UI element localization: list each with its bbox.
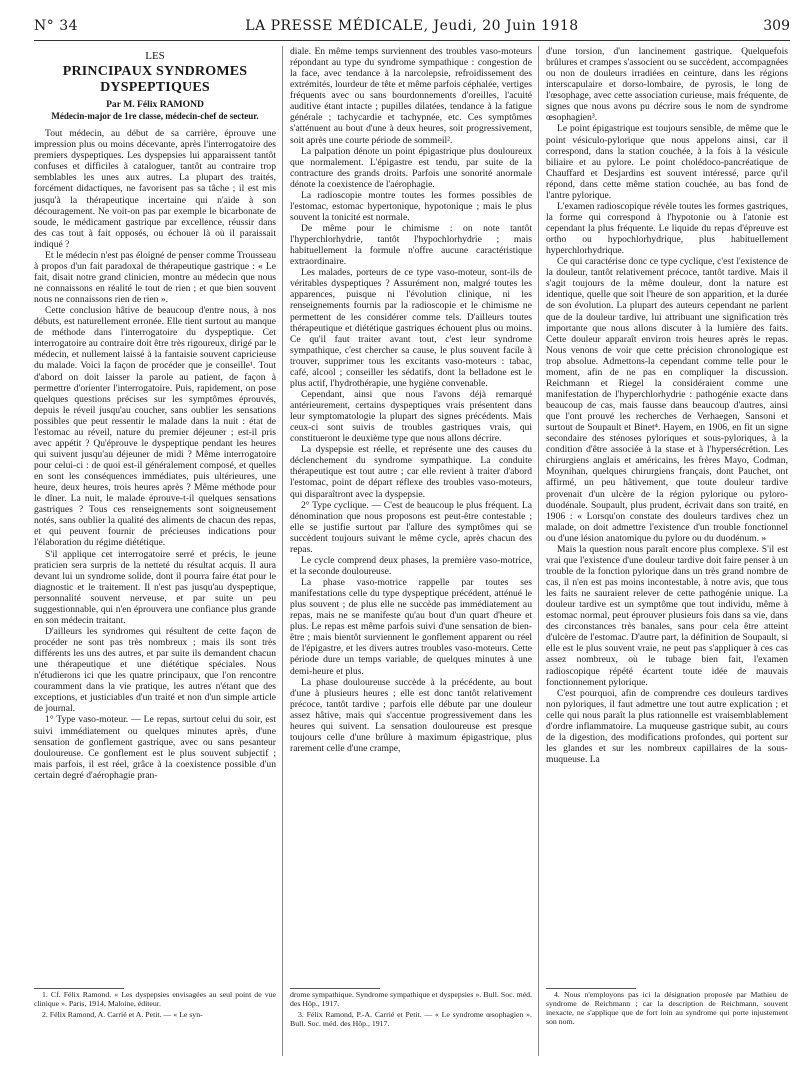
header-rule <box>34 40 790 41</box>
paragraph: Les malades, porteurs de ce type vaso-moteur, sont-ils de véritables dyspeptiques ? Assurément non, malgré toutes les apparences, puisque ni l'évolution clinique, ni les renseignements fournis par la radioscopie et le chimisme ne permettent de les considérer comme tels. D'ailleurs toutes thérapeutique et diététique gastriques échouent plus ou moins. Ce qu'il faut traiter avant tout, c'est leur syndrome sympathique, c'est chercher sa cause, le plus souvent facile à trouver, supprimer tous les excitants vaso-moteurs : tabac, café, alcool ; conseiller les sédatifs, dont la belladone est le plus actif, l'hydrothérapie, une hygiène convenable. <box>290 267 532 389</box>
paragraph: La phase douloureuse succède à la précédente, au bout d'une à plusieurs heures ; elle est donc tantôt relativement précoce, tantôt tardive ; parfois elle débute par une douleur assez hâtive, mais qui s'accentue progressivement dans les heures qui suivent. La sensation douloureuse est presque toujours celle d'une brûlure à maximum épigastrique, plus rarement celle d'une crampe, <box>290 676 532 754</box>
paragraph: D'ailleurs les syndromes qui résultent de cette façon de procéder ne sont pas très nombreux ; mais ils sont très différents les uns des autres, et par suite ils demandent chacun une thérapeutique et une diététique spéciales. Nous n'étudierons ici que les quatre principaux, que l'on rencontre couramment dans la vie pratique, les autres n'étant que des exceptions, et justiciables d'un traité et non d'un simple article de journal. <box>34 625 276 715</box>
paragraph: De même pour le chimisme : on note tantôt l'hyperchlorhydrie, tantôt l'hypochlorhydrie ; mais habituellement la formule n'offre aucune caractéristique extraordinaire. <box>290 223 532 268</box>
article-kicker: LES <box>145 50 165 62</box>
article-title: PRINCIPAUX SYNDROMES DYSPEPTIQUES <box>62 64 248 95</box>
footnotes-column-3 <box>546 990 788 1070</box>
paragraph: 2° Type cyclique. — C'est de beaucoup le plus fréquent. La dénomination que nous proposons est peut-être contestable ; elle se justifie surtout par l'allure des symptômes qui se succèdent toujours suivant le même cycle, après chacun des repas. <box>290 499 532 555</box>
paragraph: Le cycle comprend deux phases, la première vaso-motrice, et la seconde douloureuse. <box>290 554 532 577</box>
paragraph: La radioscopie montre toutes les formes possibles de l'estomac, estomac hypertonique, hypotonique ; mais le plus souvent la tonicité est normale. <box>290 189 532 223</box>
paragraph: Ce qui caractérise donc ce type cyclique, c'est l'existence de la douleur, tantôt relativement précoce, tantôt tardive. Mais il s'agit toujours de la même douleur, dont la nature est identique, quelle que soit l'heure de son apparition, et la durée de son évolution. La plupart des auteurs cependant ne parlent que de la douleur tardive, lui attribuant une signification très importante que nous allons discuter à la lumière des faits. Cette douleur apparaît environ trois heures après le repas. Nous venons de voir que cette précision chronologique est trop absolue. Admettons-la cependant comme telle pour le moment, afin de ne pas en compliquer la discussion. Reichmann et Riegel la considéraient comme une manifestation de l'hyperchlorhydrie : pathogénie exacte dans beaucoup de cas, mais fausse dans beaucoup d'autres, ainsi que l'ont prouvé les recherches de Verhaegen, Sansoni et surtout de Soupault et Binet⁴. Hayem, en 1906, en fit un signe secondaire des sténoses pyloriques et sous-pyloriques, à la condition d'être associée à la stase et à l'hypersécrétion. Les chirurgiens anglais et américains, les frères Mayo, Codman, Moynihan, quelques chirurgiens français, dont Pauchet, ont affirmé, un peu hâtivement, que toute douleur tardive provenait d'un ulcère de la région pylorique ou pyloro-duodénale. Soupault, plus prudent, écrivait dans son traité, en 1906 : « Lorsqu'on constate des douleurs tardives chez un malade, on doit admettre l'existence d'un trouble fonctionnel ou d'une lésion anatomique du pylore ou du duodénum. » <box>546 256 788 544</box>
paragraph: 1° Type vaso-moteur. — Le repas, surtout celui du soir, est suivi immédiatement ou quelques minutes après, d'une sensation de gonflement gastrique, avec ou sans pesanteur douloureuse. Ce gonflement est le plus souvent subjectif ; mais parfois, il est réel, grâce à la coexistence possible d'un certain degré d'aérophagie pran- <box>34 714 276 781</box>
text-column-1 <box>34 46 276 986</box>
author-role: Médecin-major de 1re classe, médecin-chef de secteur. <box>51 111 259 122</box>
page-number: 309 <box>763 18 790 34</box>
paragraph: La dyspepsie est réelle, et représente une des causes du déclenchement du syndrome sympathique. La conduite thérapeutique est tout autre ; car elle revient à traiter d'abord l'estomac, point de départ réflexe des troubles vaso-moteurs, qui disparaîtront avec la dyspepsie. <box>290 444 532 500</box>
article-heading <box>34 50 276 122</box>
footnote: drome sympathique. Syndrome sympathique et dyspepsies ». Bull. Soc. méd. des Hôp., 1917. <box>290 990 532 1008</box>
paragraph: Et le médecin n'est pas éloigné de penser comme Trousseau à propos d'un fait paradoxal de thérapeutique gastrique : « Le fait, disait notre grand clinicien, montre au médecin que nous ne connaissons en réalité le tout de rien ; et que bien souvent nous ne connaissons rien de rien ». <box>34 249 276 306</box>
paragraph: Cette conclusion hâtive de beaucoup d'entre nous, à nos débuts, est naturellement erronée. Elle tient surtout au manque de méthode dans l'interrogatoire du dyspeptique. Cet interrogatoire au contraire doit être très rigoureux, dirigé par le médecin, et nullement laissé à la fantaisie souvent capricieuse du malade. Voici la façon de procéder que je conseille¹. Tout d'abord on doit laisser la parole au patient, de façon à permettre d'orienter l'interrogatoire. Puis, rapidement, on pose quelques questions précises sur les symptômes éprouvés, depuis le réveil jusqu'au coucher, sans oublier les sensations possibles que peut ressentir le malade dans la nuit : état de l'estomac au réveil, nature du premier déjeuner ; est-il pris avec appétit ? Qu'éprouve le dyspeptique pendant les heures qui suivent jusqu'au déjeuner de midi ? Même interrogatoire pour celui-ci : de quoi est-il généralement composé, et quelles en sont les conséquences immédiates, puis ultérieures, une heure, deux heures, trois heures après ? Même méthode pour le dîner. La nuit, le malade éprouve-t-il quelques sensations gastriques ? Tous ces renseignements sont soigneusement notés, sans oublier la qualité des aliments de chacun des repas, et qui peuvent fournir de précieuses indications pour l'élaboration du régime diététique. <box>34 305 276 549</box>
footnote-rule <box>34 988 124 989</box>
paragraph: diale. En même temps surviennent des troubles vaso-moteurs répondant au type du syndrome sympathique : congestion de la face, avec tendance à la narcolepsie, refroidissement des extrémités, lourdeur de tête et même parfois céphalée, vertiges fréquents avec ou sans bourdonnements d'oreilles, l'acuité auditive étant intacte ; pupilles dilatées, tendance à la fatigue générale ; tachycardie et tachypnée, etc. Ces symptômes s'atténuent au bout d'une à deux heures, soit progressivement, soit après une courte période de sommeil². <box>290 46 532 146</box>
footnotes-column-1 <box>34 990 276 1070</box>
paragraph: Cependant, ainsi que nous l'avons déjà remarqué antérieurement, certains dyspeptiques vrais présentent dans leur symptomatologie la plupart des signes précédents. Mais ceux-ci sont suivis de troubles gastriques vrais, qui constitueront le deuxième type que nous allons décrire. <box>290 388 532 445</box>
footnote: 4. Nous n'employons pas ici la désignation proposée par Mathieu de syndrome de Reichmann ; car la description de Reichmann, souvent inexacte, ne s'applique que de fort loin au syndrome qui porte injustement son nom. <box>546 990 788 1026</box>
footnote: 3. Félix Ramond, P.-A. Carrié et Petit. — « Le syndrome œsophagien ». Bull. Soc. méd. des Hôp., 1917. <box>290 1010 532 1028</box>
paragraph: Le point épigastrique est toujours sensible, de même que le point vésiculo-pylorique que nous appelons ainsi, car il correspond, dans la station couchée, à la fois à la vésicule biliaire et au pylore. Le point cholédoco-pancréatique de Chauffard et Desjardins est souvent intéressé, parce qu'il répond, dans cette même station couchée, au bas fond de l'antre pylorique. <box>546 123 788 201</box>
paragraph: d'une torsion, d'un lancinement gastrique. Quelquefois brûlures et crampes s'associent ou se succèdent, accompagnées ou non de douleurs irradiées en ceinture, dans les régions interscapulaire et dorso-lombaire, de pyrosis, le long de l'œsophage, avec cette association curieuse, mais fréquente, de signes que nous avons pu décrire sous le nom de syndrome œsophagien³. <box>546 46 788 124</box>
paragraph: La phase vaso-motrice rappelle par toutes ses manifestations celle du type dyspeptique précédent, atténué le plus souvent ; de plus elle ne succède pas immédiatement au repas, mais ne se manifeste qu'au bout d'un quart d'heure et plus. Le repas est même parfois suivi d'une sensation de bien-être ; mais bientôt surviennent le gonflement apparent ou réel de l'épigastre, et les divers autres troubles vaso-moteurs. Cette période dure un temps variable, de quelques minutes à une demi-heure et plus. <box>290 577 532 677</box>
footnote-rule <box>290 988 380 989</box>
paragraph: L'examen radioscopique révèle toutes les formes gastriques, la forme qui correspond à l'hypotonie ou à l'atonie est cependant la plus fréquente. Le liquide du repas d'épreuve est ortho ou hypochlorhydrique, plus habituellement hyperchlorhydrique. <box>546 200 788 257</box>
column-divider <box>538 46 539 1056</box>
text-column-2 <box>290 46 532 986</box>
footnote: 2. Félix Ramond, A. Carrié et A. Petit. — « Le syn- <box>42 1010 203 1019</box>
issue-number: N° 34 <box>34 18 79 34</box>
footnotes-column-2 <box>290 990 532 1070</box>
footnote-rule <box>546 988 636 989</box>
paragraph: C'est pourquoi, afin de comprendre ces douleurs tardives non pyloriques, il faut admettre une tout autre explication ; et celle qui nous paraît la plus rationnelle est vraisemblablement d'ordre inflammatoire. La muqueuse gastrique subit, au cours de la digestion, des modifications profondes, qui portent sur les glandes et sur les nombreux capillaires de la sous-muqueuse. La <box>546 687 788 765</box>
journal-title: LA PRESSE MÉDICALE, Jeudi, 20 Juin 1918 <box>245 18 579 34</box>
column-divider <box>282 46 283 1056</box>
paragraph: La palpation dénote un point épigastrique plus douloureux que normalement. L'épigastre est tendu, par suite de la contracture des grands droits. Parfois une sonorité anormale dénote la coexistence de l'aérophagie. <box>290 145 532 190</box>
footnote: 1. Cf. Félix Ramond. « Les dyspepsies envisagées au seul point de vue clinique ». Paris, 1914, Maloine, éditeur. <box>34 990 276 1008</box>
article-author: Par M. Félix RAMOND <box>106 99 204 110</box>
paragraph: Tout médecin, au début de sa carrière, éprouve une impression plus ou moins décevante, après l'interrogatoire des premiers dyspeptiques. Les dyspepsies lui apparaissent tantôt confuses et difficiles à cataloguer, tantôt au contraire trop semblables les unes aux autres. La plupart des traités, forcément didactiques, ne favorisent pas sa tâche ; il est mis jusqu'à la thérapeutique incertaine qui n'aide à son découragement. Ne voit-on pas par exemple le bicarbonate de soude, le médicament gastrique par excellence, réussir dans des cas tout à fait opposés, ou échouer là où il paraissait indiqué ? <box>34 128 276 250</box>
text-column-3 <box>546 46 788 986</box>
paragraph: S'il applique cet interrogatoire serré et précis, le jeune praticien sera surpris de la netteté du résultat acquis. Il aura devant lui un syndrome solide, dont il pourra faire état pour le diagnostic et le traitement. Il n'est pas jusqu'au dyspeptique, personnalité souvent nerveuse, et par suite un peu suggestionnable, qui n'en éprouvera une confiance plus grande en son médecin traitant. <box>34 548 276 626</box>
running-header <box>34 18 790 40</box>
paragraph: Mais la question nous paraît encore plus complexe. S'il est vrai que l'existence d'une douleur tardive doit faire penser à un trouble de la fonction pylorique dans un très grand nombre de cas, il n'en est pas moins incontestable, à notre avis, que tous les faits ne sauraient relever de cette pathogénie unique. La douleur tardive est un symptôme que tout individu, même à estomac normal, peut éprouver plusieurs fois dans sa vie, dans des circonstances très banales, sans pour cela être atteint d'ulcère de l'estomac. D'autre part, la définition de Soupault, si elle est le plus souvent vraie, ne peut pas s'appliquer à ces cas assez nombreux, où le tubage bien fait, l'examen radioscopique répété écartent toute idée de mauvais fonctionnement pylorique. <box>546 543 788 688</box>
